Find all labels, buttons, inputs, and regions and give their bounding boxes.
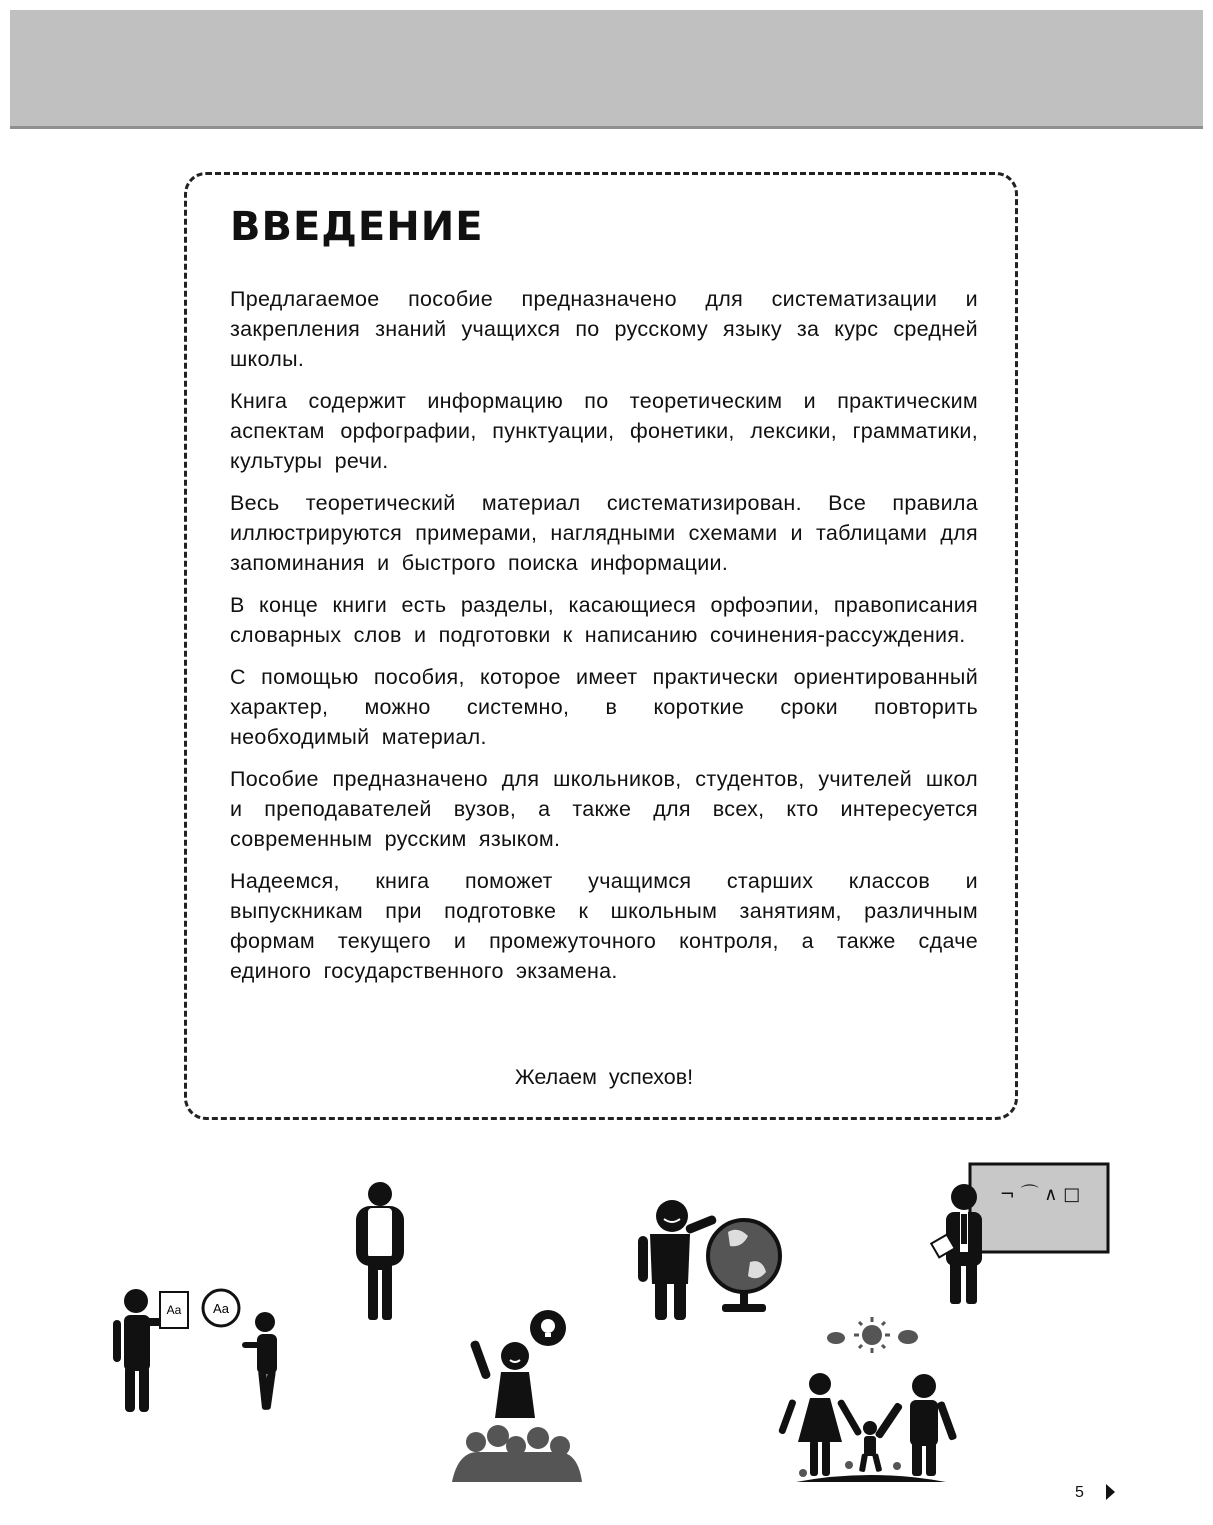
header-band: [10, 10, 1203, 126]
teacher-at-board-icon: [931, 1184, 982, 1304]
bubble-label: Aa: [213, 1301, 229, 1316]
paragraph: В конце книги есть разделы, касающиеся орфоэпии, правописания словарных слов и подготовки к написанию сочинения-рассуждения.: [230, 593, 978, 647]
paragraph: С помощью пособия, которое имеет практически ориентированный характер, можно системно, в короткие сроки повторить необходимый материал.: [230, 665, 978, 749]
student-with-backpack-icon: [356, 1182, 404, 1320]
child-icon: [242, 1312, 277, 1410]
intro-body: [230, 284, 978, 998]
page-number: 5: [1075, 1484, 1084, 1501]
letter-card-icon: [160, 1292, 188, 1328]
father-icon: [874, 1374, 957, 1476]
sun-icon: [854, 1317, 890, 1353]
audience-icon: [452, 1425, 582, 1482]
page-title: ВВЕДЕНИЕ: [230, 204, 484, 250]
ground-icon: [796, 1461, 946, 1482]
next-page-arrow-icon[interactable]: [1106, 1484, 1115, 1500]
paragraph: Предлагаемое пособие предназначено для систематизации и закрепления знаний учащихся по русскому языку за курс средней школы.: [230, 287, 978, 371]
paragraph: Надеемся, книга поможет учащимся старших классов и выпускникам при подготовке к школьным занятиям, различным формам текущего и промежуточного контроля, а также сдаче единого государственного экзамена.: [230, 869, 978, 983]
board-symbols: ¬ ⌒ ∧ □: [999, 1184, 1081, 1205]
card-label: Aa: [166, 1303, 182, 1317]
paragraph: Книга содержит информацию по теоретическим и практическим аспектам орфографии, пунктуации, фонетики, лексики, грамматики, культуры речи.: [230, 389, 978, 473]
closing-line: Желаем успехов!: [514, 1065, 694, 1089]
presenter-icon: [469, 1339, 535, 1418]
chalkboard-icon: [970, 1164, 1108, 1252]
paragraph: Пособие предназначено для школьников, студентов, учителей школ и преподавателей вузов, а также для всех, кто интересуется современным русским языком.: [230, 767, 978, 851]
paragraph: Весь теоретический материал систематизирован. Все правила иллюстрируются примерами, наглядными схемами и таблицами для запоминания и быстрого поиска информации.: [230, 491, 978, 575]
teacher-with-card-icon: [113, 1289, 166, 1412]
illustrations: [0, 1140, 1213, 1500]
lightbulb-bubble-icon: [530, 1310, 566, 1346]
teacher-pointing-icon: [638, 1200, 718, 1320]
speech-bubble-icon: [203, 1290, 239, 1326]
globe-icon: [708, 1220, 780, 1312]
mother-icon: [778, 1373, 863, 1476]
